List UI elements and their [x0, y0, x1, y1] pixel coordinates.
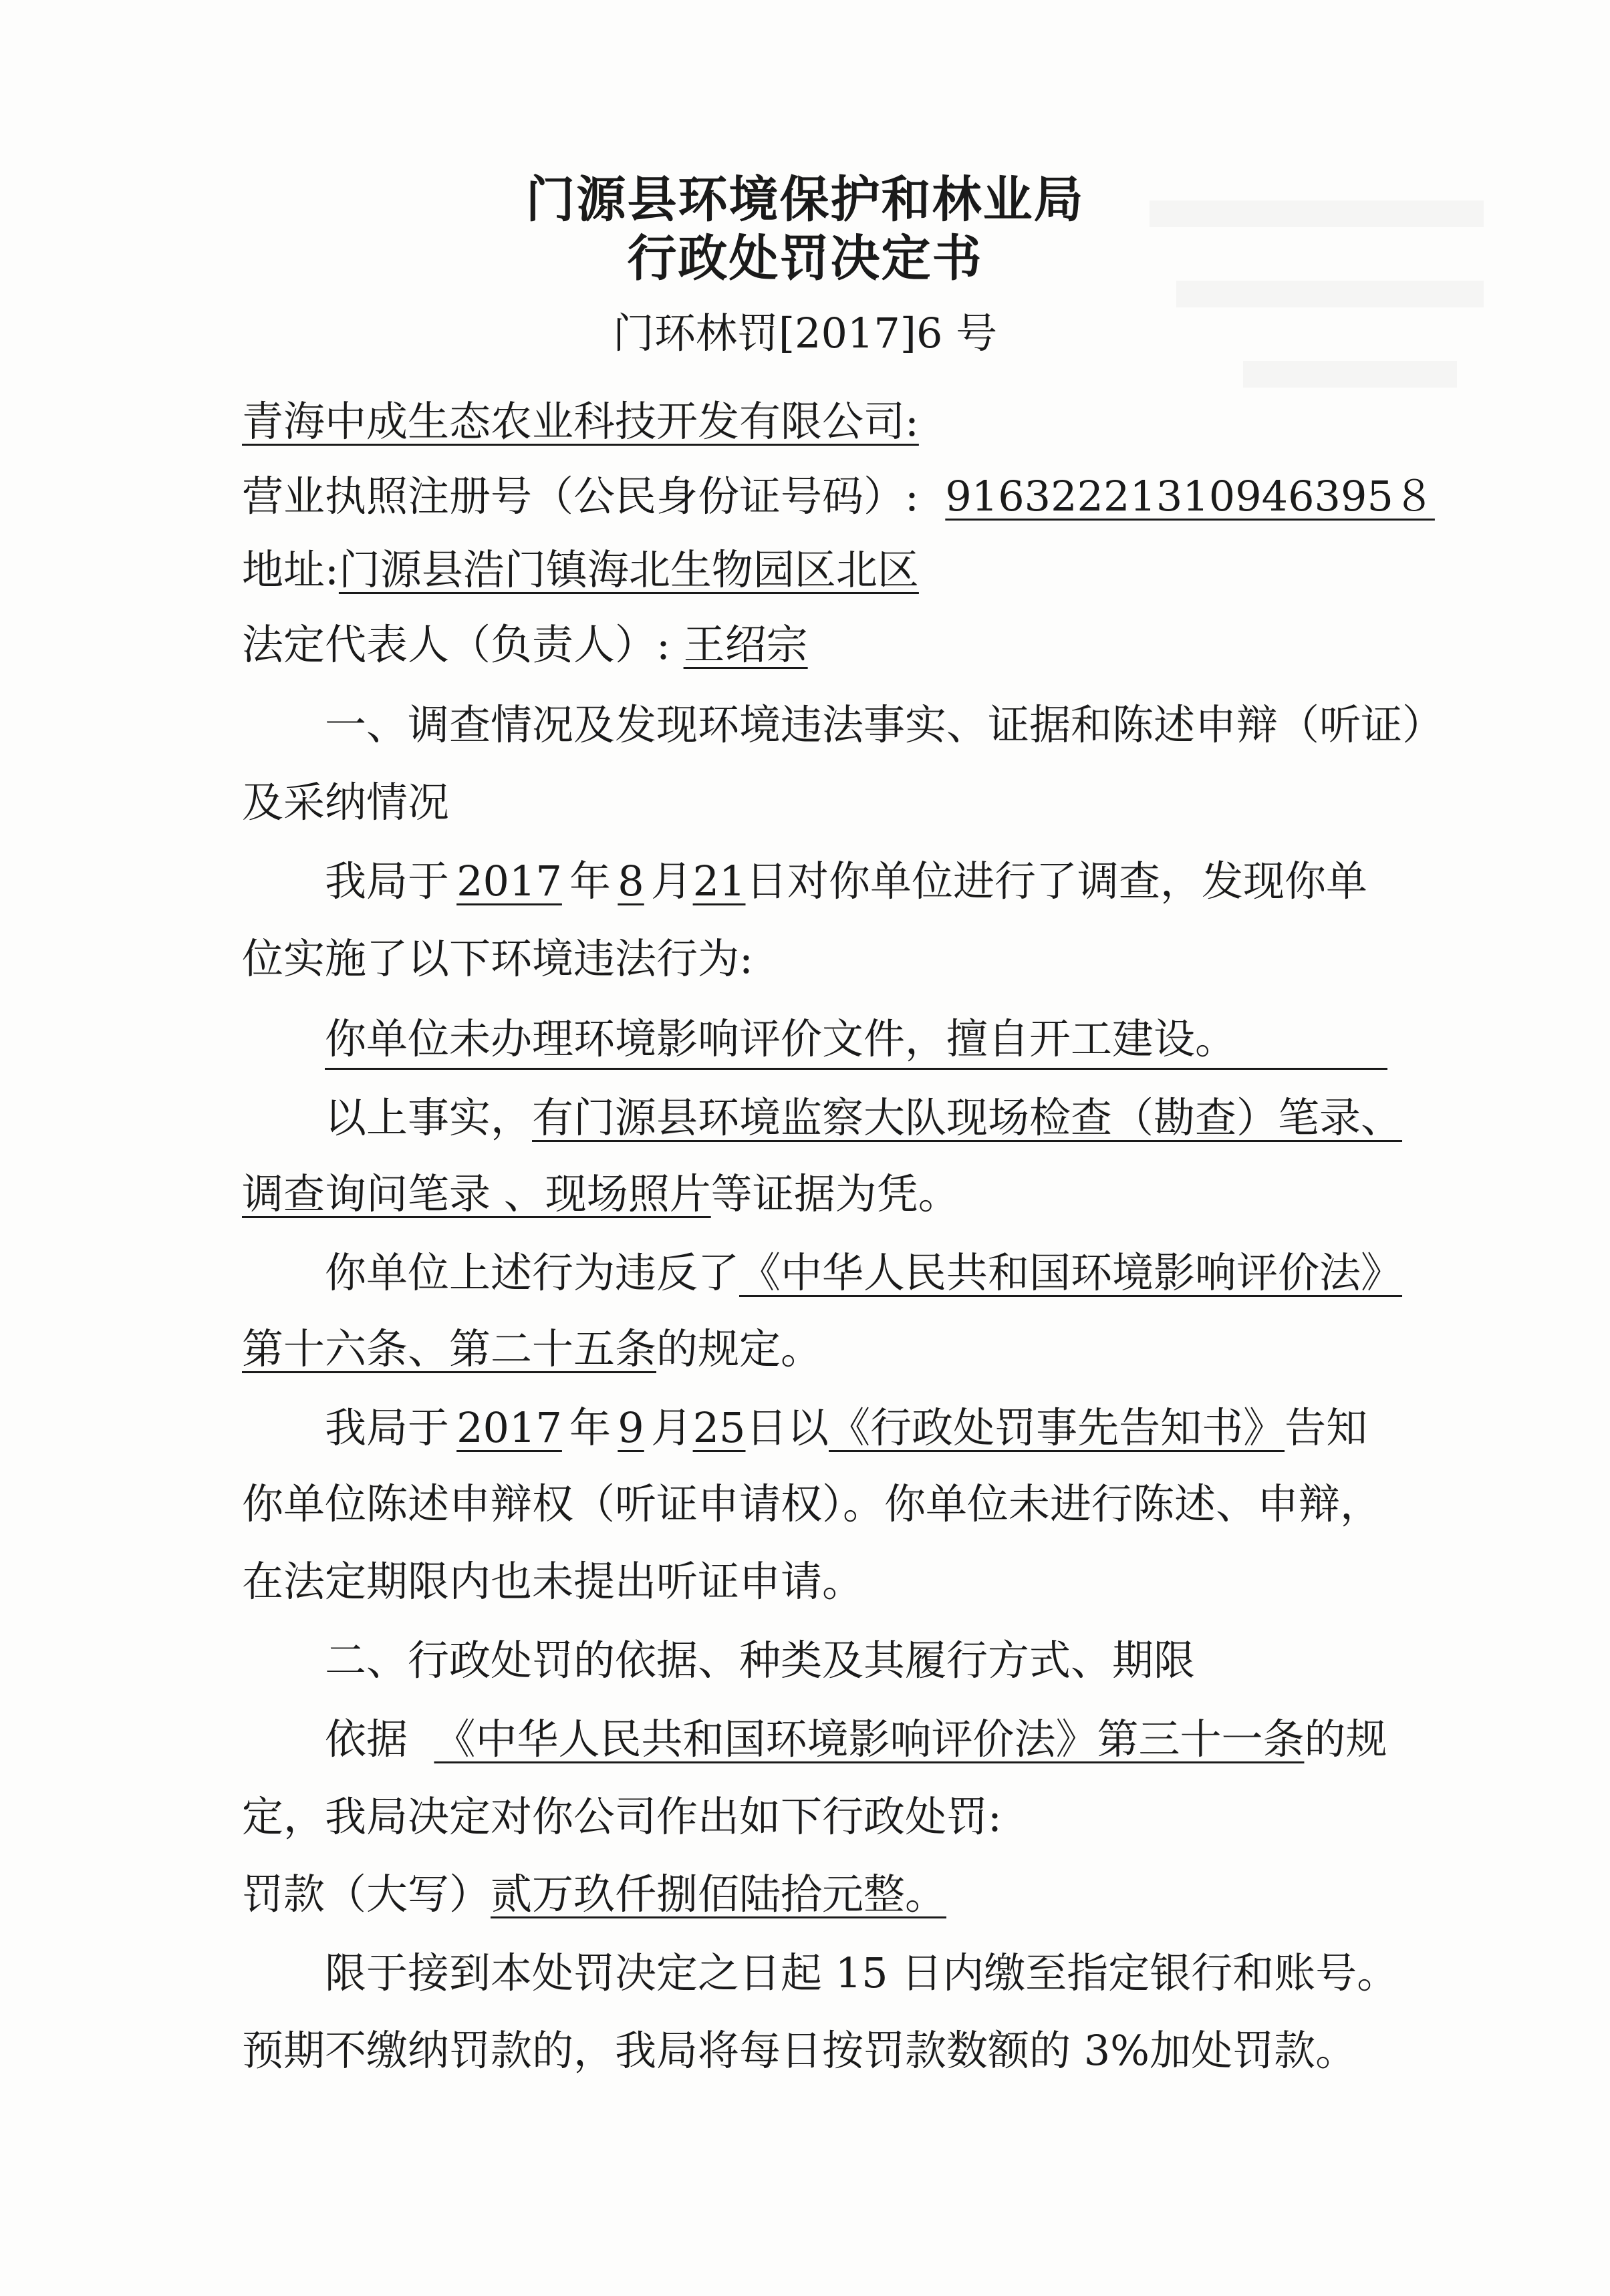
investigation-prefix: 我局于	[325, 857, 450, 905]
facts-prefix: 以上事实，	[325, 1093, 533, 1142]
violation-law-prefix: 你单位上述行为违反了	[325, 1248, 740, 1297]
notice-month: 9	[618, 1403, 644, 1452]
year-unit: 年	[569, 857, 612, 905]
investigation-line	[325, 857, 1368, 905]
representative-name: 王绍宗	[683, 620, 808, 669]
notice-year: 2017	[456, 1403, 562, 1452]
document-number: 门环林罚[2017]6 号	[612, 309, 998, 357]
facts-line	[325, 1093, 1403, 1142]
fine-amount: 贰万玖仟捌佰陆拾元整。	[491, 1870, 947, 1918]
section1-heading: 一、调查情况及发现环境违法事实、证据和陈述申辩（听证）	[325, 700, 1444, 749]
facts-line2	[242, 1169, 960, 1218]
notice-line3: 在法定期限内也未提出听证申请。	[242, 1557, 864, 1606]
investigation-line2: 位实施了以下环境违法行为:	[242, 934, 753, 983]
violated-articles: 第十六条、第二十五条	[242, 1324, 657, 1373]
violation-text: 你单位未办理环境影响评价文件，擅自开工建设。	[325, 1014, 1237, 1063]
license-line	[242, 472, 1435, 521]
license-label: 营业执照注册号（公民身份证号码）:	[242, 472, 919, 521]
representative-label: 法定代表人（负责人）:	[242, 620, 670, 669]
facts-suffix: 等证据为凭。	[710, 1169, 960, 1218]
document-title: 门源县环境保护和林业局	[525, 171, 1085, 229]
address-line	[242, 545, 919, 594]
document-subtitle: 行政处罚决定书	[627, 230, 983, 287]
notice-line2: 你单位陈述申辩权（听证申请权）。你单位未进行陈述、申辩，	[242, 1479, 1382, 1528]
facts-evidence-cont: 调查询问笔录 、现场照片	[242, 1169, 711, 1218]
violation-line	[325, 1014, 1387, 1070]
year-unit: 年	[569, 1403, 612, 1452]
investigation-day: 21	[692, 857, 746, 905]
violated-law: 《中华人民共和国环境影响评价法》	[739, 1248, 1403, 1297]
notice-mid: 日以	[746, 1403, 829, 1452]
investigation-year: 2017	[456, 857, 562, 905]
late-penalty-line: 预期不缴纳罚款的，我局将每日按罚款数额的 3%加处罚款。	[242, 2026, 1357, 2075]
basis-suffix: 的规	[1304, 1715, 1387, 1763]
notice-suffix: 告知	[1285, 1403, 1368, 1452]
month-unit: 月	[651, 857, 693, 905]
violation-law-line2	[242, 1324, 823, 1373]
basis-line2: 定，我局决定对你公司作出如下行政处罚:	[242, 1792, 1002, 1841]
month-unit: 月	[651, 1403, 693, 1452]
address-label: 地址:	[242, 545, 339, 594]
section1-heading-cont: 及采纳情况	[242, 778, 450, 827]
notice-day: 25	[692, 1403, 746, 1452]
recipient-line	[242, 397, 919, 446]
investigation-suffix: 日对你单位进行了调查，发现你单	[746, 857, 1368, 905]
fine-label: 罚款（大写）	[242, 1870, 491, 1918]
basis-line	[325, 1715, 1387, 1763]
address-value: 门源县浩门镇海北生物园区北区	[338, 545, 919, 594]
show-through-mark	[1176, 281, 1484, 307]
facts-evidence: 有门源县环境监察大队现场检查（勘查）笔录、	[532, 1093, 1403, 1142]
deadline-line: 限于接到本处罚决定之日起 15 日内缴至指定银行和账号。	[325, 1949, 1399, 1997]
representative-line	[242, 620, 808, 669]
basis-law: 《中华人民共和国环境影响评价法》第三十一条	[434, 1715, 1305, 1763]
notice-line	[325, 1403, 1368, 1452]
basis-prefix: 依据	[325, 1715, 408, 1763]
notice-prefix: 我局于	[325, 1403, 450, 1452]
section2-heading: 二、行政处罚的依据、种类及其履行方式、期限	[325, 1636, 1196, 1685]
investigation-month: 8	[618, 857, 644, 905]
violation-law-suffix: 的规定。	[656, 1324, 823, 1373]
violation-law-line	[325, 1248, 1403, 1297]
license-number: 91632221310946395８	[945, 472, 1435, 521]
show-through-mark	[1243, 361, 1457, 388]
notice-document: 《行政处罚事先告知书》	[829, 1403, 1285, 1452]
fine-line	[242, 1870, 947, 1918]
recipient-name: 青海中成生态农业科技开发有限公司:	[242, 397, 919, 446]
